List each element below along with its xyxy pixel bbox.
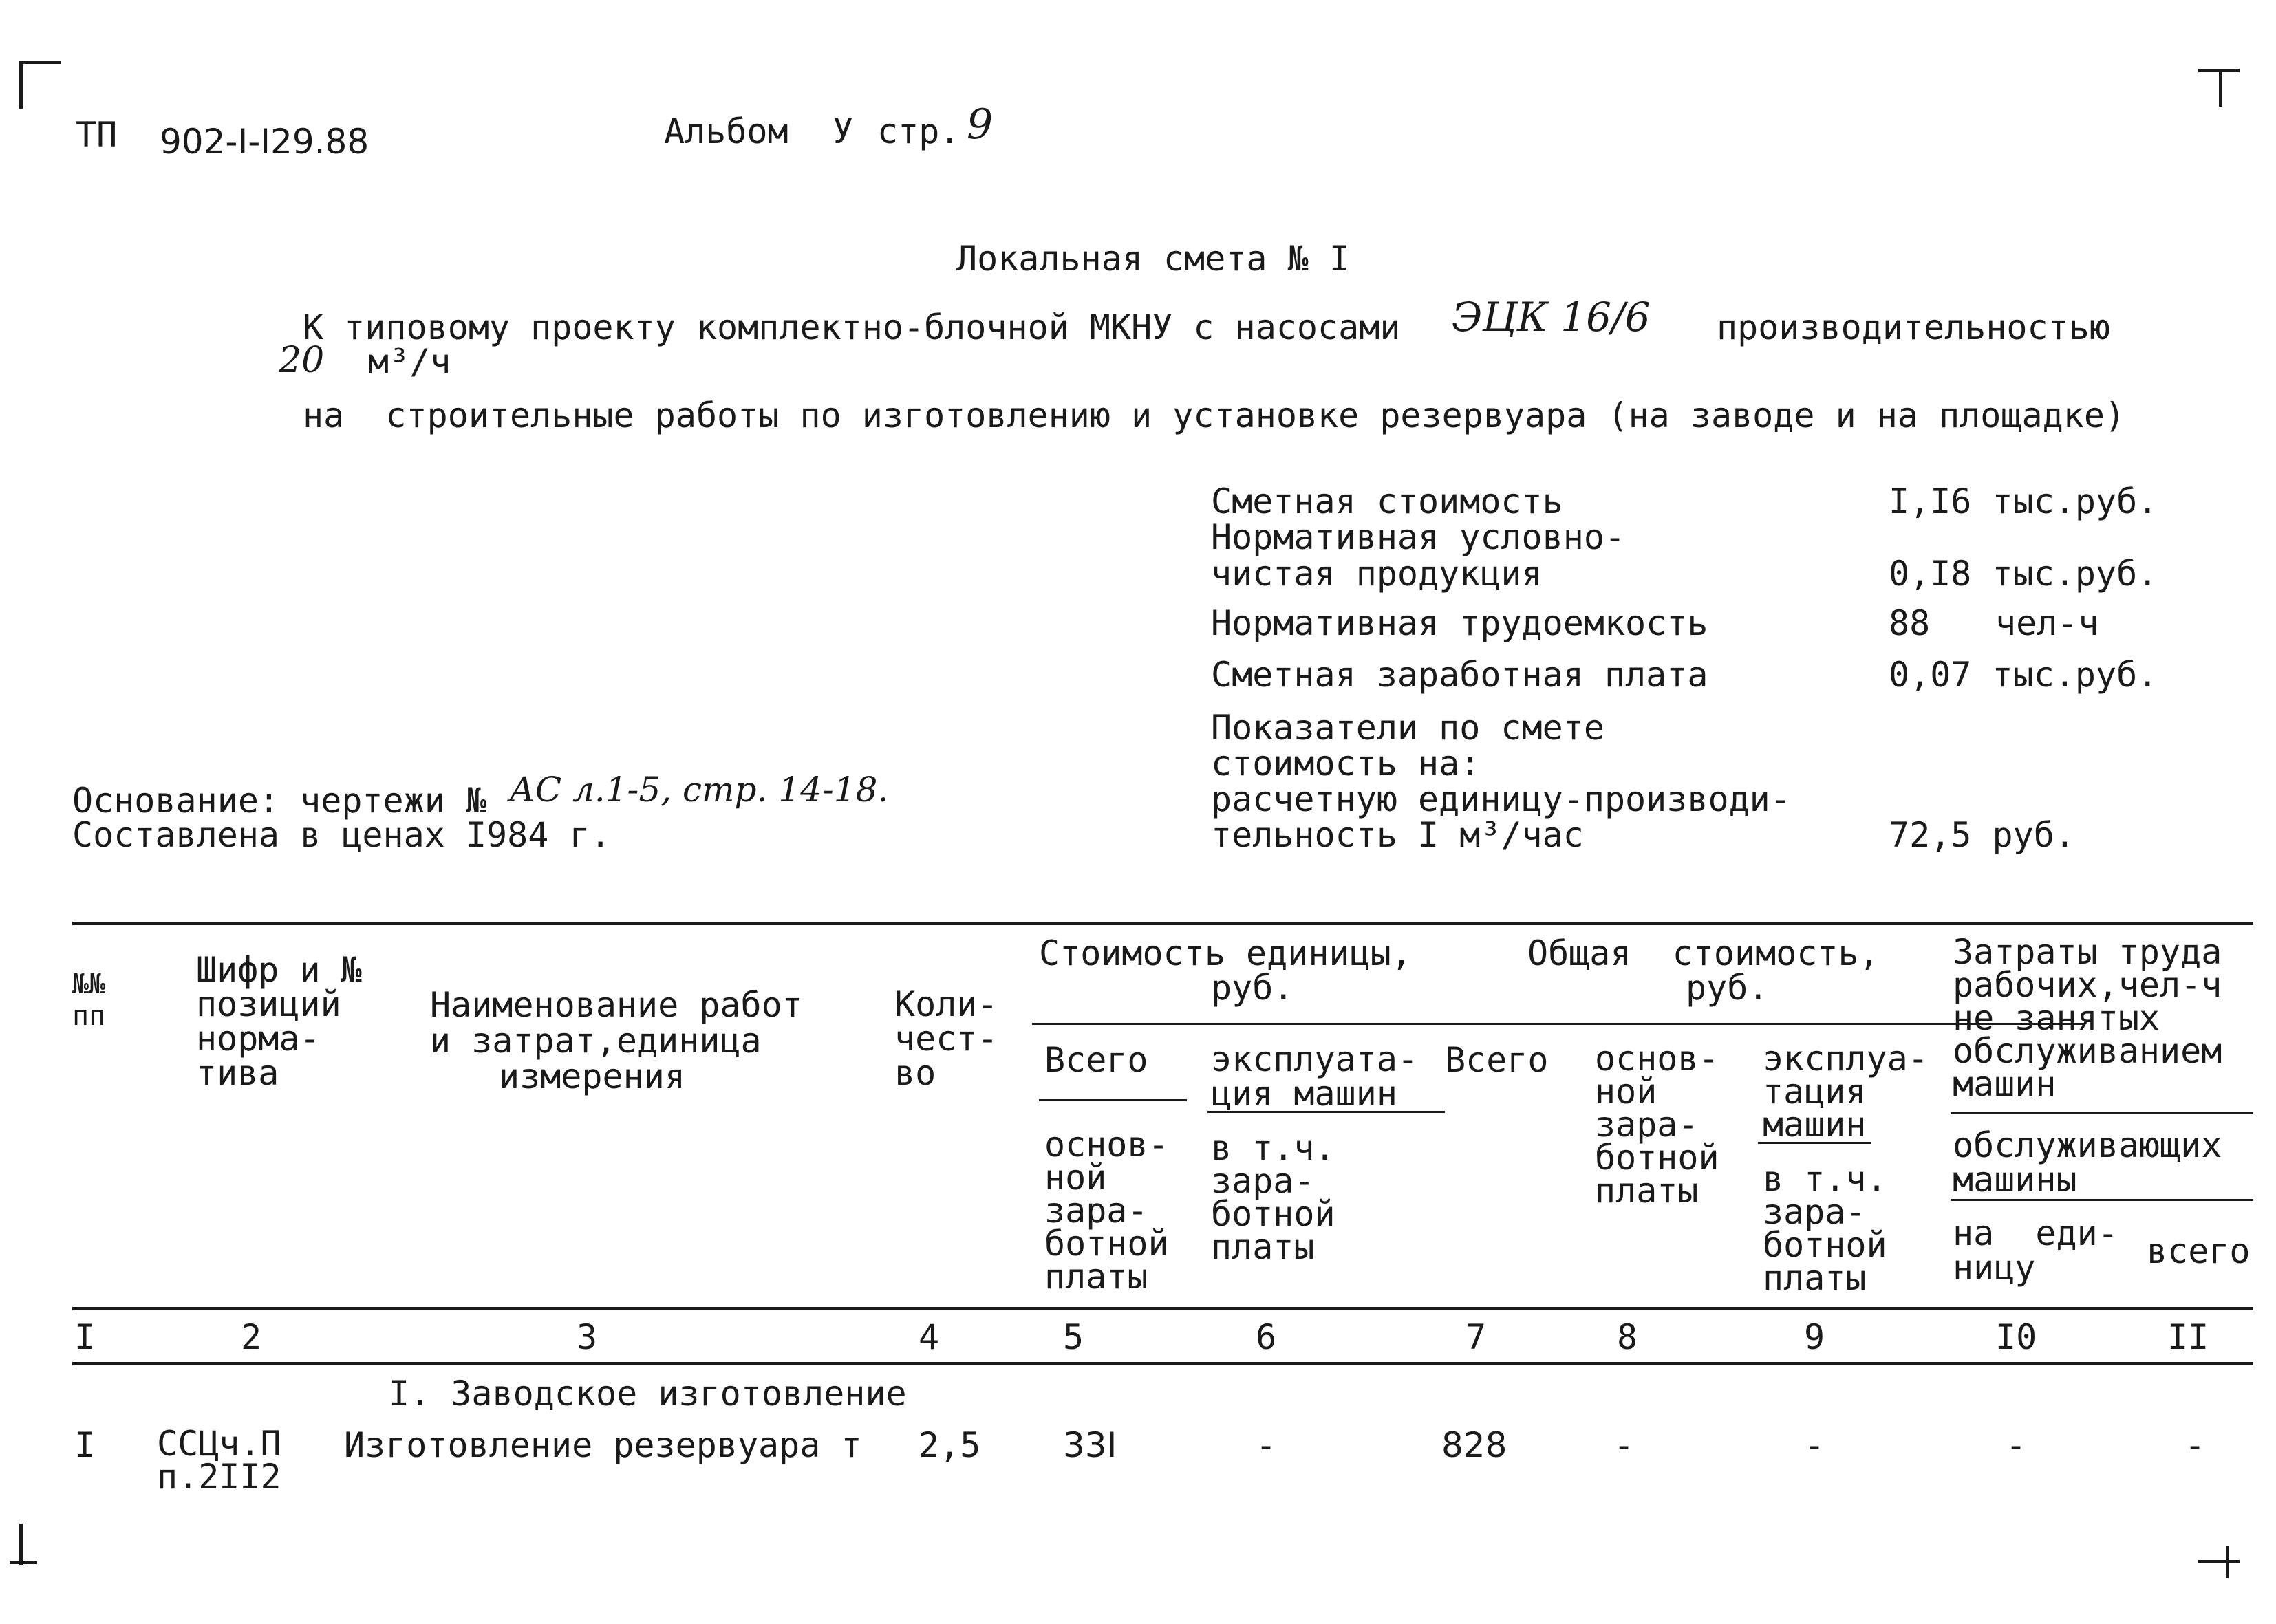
rule-under-labor <box>1951 1112 2253 1114</box>
capacity-unit: м³/ч <box>368 342 451 382</box>
h-total-cost-2: руб. <box>1686 968 1769 1008</box>
h-labor-3: не занятых <box>1953 998 2160 1038</box>
col-number: II <box>2167 1317 2209 1357</box>
row-code-2: п.2II2 <box>157 1457 281 1497</box>
row-code <box>157 1424 281 1497</box>
h-labor-2: рабочих,чел-ч <box>1953 965 2222 1005</box>
section-title: I. Заводское изготовление <box>389 1374 907 1414</box>
h-labor-4: обслуживанием <box>1953 1031 2222 1071</box>
title-line2: на строительные работы по изготовлению и установке резервуара (на заводе и на площадке) <box>303 396 2126 435</box>
h-incl-9c: ботной <box>1763 1225 1887 1265</box>
h-name-1: Наименование работ <box>430 985 803 1025</box>
h-name-2: и затрат,единица <box>430 1021 762 1061</box>
row-c8: - <box>1613 1425 1635 1465</box>
h-qty <box>894 984 998 1093</box>
wage-label: Сметная заработная плата <box>1211 655 1708 695</box>
indicator-line-3: расчетную единицу-производи- <box>1211 779 1791 819</box>
col-number: I0 <box>1995 1317 2037 1357</box>
h-total-5: Всего <box>1044 1040 1148 1080</box>
h-qty-1: Коли- <box>894 984 998 1024</box>
h-total-7: Всего <box>1445 1040 1549 1080</box>
h-total-cost-1: Общая стоимость, <box>1527 933 1880 973</box>
h-mach-6a: эксплуата- <box>1211 1039 1419 1079</box>
h-mach-9a: эксплуа- <box>1763 1039 1929 1079</box>
col-number: 2 <box>241 1317 262 1357</box>
indicator-line-1: Показатели по смете <box>1211 708 1604 748</box>
wage-value: 0,07 тыс.руб. <box>1889 655 2158 695</box>
h-code <box>196 950 362 1093</box>
page-number: 9 <box>967 100 994 149</box>
h-incl-9d: платы <box>1763 1258 1867 1298</box>
col-number: 6 <box>1256 1317 1277 1357</box>
capacity-value: 20 <box>279 340 325 381</box>
h-per-unit-2: ницу <box>1953 1248 2036 1288</box>
indicator-line-2: стоимость на: <box>1211 744 1481 783</box>
h-main-8e: платы <box>1595 1171 1699 1211</box>
row-c5: 33I <box>1063 1425 1117 1465</box>
album-label: Альбом <box>664 111 788 151</box>
basis-drawings: АС л.1-5, стр. 14-18. <box>509 770 889 810</box>
title-line1: К типовому проекту комплектно-блочной МКНУ с насосами <box>303 307 1401 347</box>
title-line1-end: производительностью <box>1717 307 2110 347</box>
net-label-2: чистая продукция <box>1211 554 1543 594</box>
col-numbers-rule <box>72 1362 2253 1365</box>
h-incl-6c: ботной <box>1211 1194 1335 1234</box>
h-mach-6b: ция машин <box>1211 1074 1397 1114</box>
row-c9: - <box>1804 1425 1825 1465</box>
basis-label: Основание: чертежи № <box>72 781 487 821</box>
col-number: 4 <box>919 1317 940 1357</box>
col-number: 5 <box>1063 1317 1084 1357</box>
row-num: I <box>74 1425 96 1465</box>
h-main-8a: основ- <box>1595 1039 1719 1079</box>
h-code-4: тива <box>196 1053 279 1093</box>
h-num-1: №№ <box>72 968 106 1000</box>
h-unit-cost-1: Стоимость единицы, <box>1039 933 1412 973</box>
labor-label: Нормативная трудоемкость <box>1211 603 1708 643</box>
rule-under-cost-groups <box>1032 1023 2085 1025</box>
h-incl-9b: зара- <box>1763 1192 1867 1232</box>
estimate-title: Локальная смета № I <box>956 239 1350 279</box>
h-unit-cost-2: руб. <box>1211 968 1294 1008</box>
h-main-8b: ной <box>1595 1072 1657 1112</box>
h-incl-6 <box>1211 1128 1335 1267</box>
h-code-1: Шифр и № <box>196 950 362 990</box>
net-label-1: Нормативная условно- <box>1211 517 1626 557</box>
labor-value: 88 <box>1889 603 1931 643</box>
col-number: I <box>74 1317 96 1357</box>
h-per-unit <box>1953 1213 2118 1288</box>
h-main-8d: ботной <box>1595 1138 1719 1178</box>
cost-label: Сметная стоимость <box>1211 481 1563 521</box>
col-number: 7 <box>1466 1317 1487 1357</box>
header-bottom-rule <box>72 1307 2253 1310</box>
h-incl-9a: в т.ч. <box>1763 1159 1887 1199</box>
h-serv-1: обслуживающих <box>1953 1125 2222 1165</box>
h-incl-9 <box>1763 1159 1887 1298</box>
code-prefix: ТП <box>76 115 118 155</box>
row-name: Изготовление резервуара т <box>344 1425 862 1465</box>
h-name-3: измерения <box>499 1057 685 1096</box>
h-per-unit-1: на еди- <box>1953 1213 2118 1253</box>
h-main-wage-5a: основ- <box>1044 1125 1169 1165</box>
row-c10: - <box>2006 1425 2027 1465</box>
h-labor-1: Затраты труда <box>1953 932 2222 972</box>
h-mach-6 <box>1211 1039 1419 1114</box>
h-main-wage-5c: зара- <box>1044 1191 1148 1231</box>
net-value: 0,I8 тыс.руб. <box>1889 554 2158 594</box>
indicator-line-4: тельность I м³/час <box>1211 815 1584 855</box>
h-mach-9b: тация <box>1763 1072 1867 1112</box>
rule-under-total-5 <box>1039 1099 1187 1101</box>
h-main-wage-5b: ной <box>1044 1158 1107 1198</box>
labor-unit: чел-ч <box>1995 603 2099 643</box>
h-serv <box>1953 1125 2222 1200</box>
h-num-2: пп <box>72 1000 106 1032</box>
col-number: 8 <box>1617 1317 1638 1357</box>
h-labor <box>1953 932 2222 1104</box>
indicator-value: 72,5 руб. <box>1889 815 2075 855</box>
h-serv-2: машины <box>1953 1160 2077 1200</box>
h-num <box>72 968 105 1032</box>
project-code: 902-I-I29.88 <box>160 122 369 162</box>
h-mach-9 <box>1763 1039 1929 1145</box>
h-all: всего <box>2147 1231 2251 1271</box>
h-incl-6d: платы <box>1211 1227 1315 1267</box>
row-c11: - <box>2184 1425 2206 1465</box>
pump-model: ЭЦК 16/6 <box>1452 294 1651 340</box>
h-mach-9c: машин <box>1763 1105 1867 1145</box>
table-top-rule <box>72 922 2253 925</box>
row-c6: - <box>1256 1425 1277 1465</box>
h-main-wage-5 <box>1044 1125 1169 1297</box>
page-label: стр. <box>877 111 960 151</box>
h-qty-3: во <box>894 1053 936 1093</box>
h-main-8c: зара- <box>1595 1105 1699 1145</box>
h-qty-2: чест- <box>894 1019 998 1059</box>
h-main-8 <box>1595 1039 1719 1211</box>
h-main-wage-5d: ботной <box>1044 1224 1169 1264</box>
row-qty: 2,5 <box>919 1425 981 1465</box>
cost-value: I,I6 тыс.руб. <box>1889 481 2158 521</box>
h-incl-6b: зара- <box>1211 1161 1315 1201</box>
h-incl-6a: в т.ч. <box>1211 1128 1335 1168</box>
col-number: 9 <box>1804 1317 1825 1357</box>
prices-year: Составлена в ценах I984 г. <box>72 815 611 855</box>
h-main-wage-5e: платы <box>1044 1257 1148 1297</box>
row-code-1: ССЦч.П <box>157 1424 281 1464</box>
h-code-2: позиций <box>196 984 341 1024</box>
h-labor-5: машин <box>1953 1064 2057 1104</box>
album-volume: У <box>833 111 854 151</box>
h-code-3: норма- <box>196 1019 321 1059</box>
col-number: 3 <box>577 1317 598 1357</box>
row-c7: 828 <box>1441 1425 1507 1465</box>
